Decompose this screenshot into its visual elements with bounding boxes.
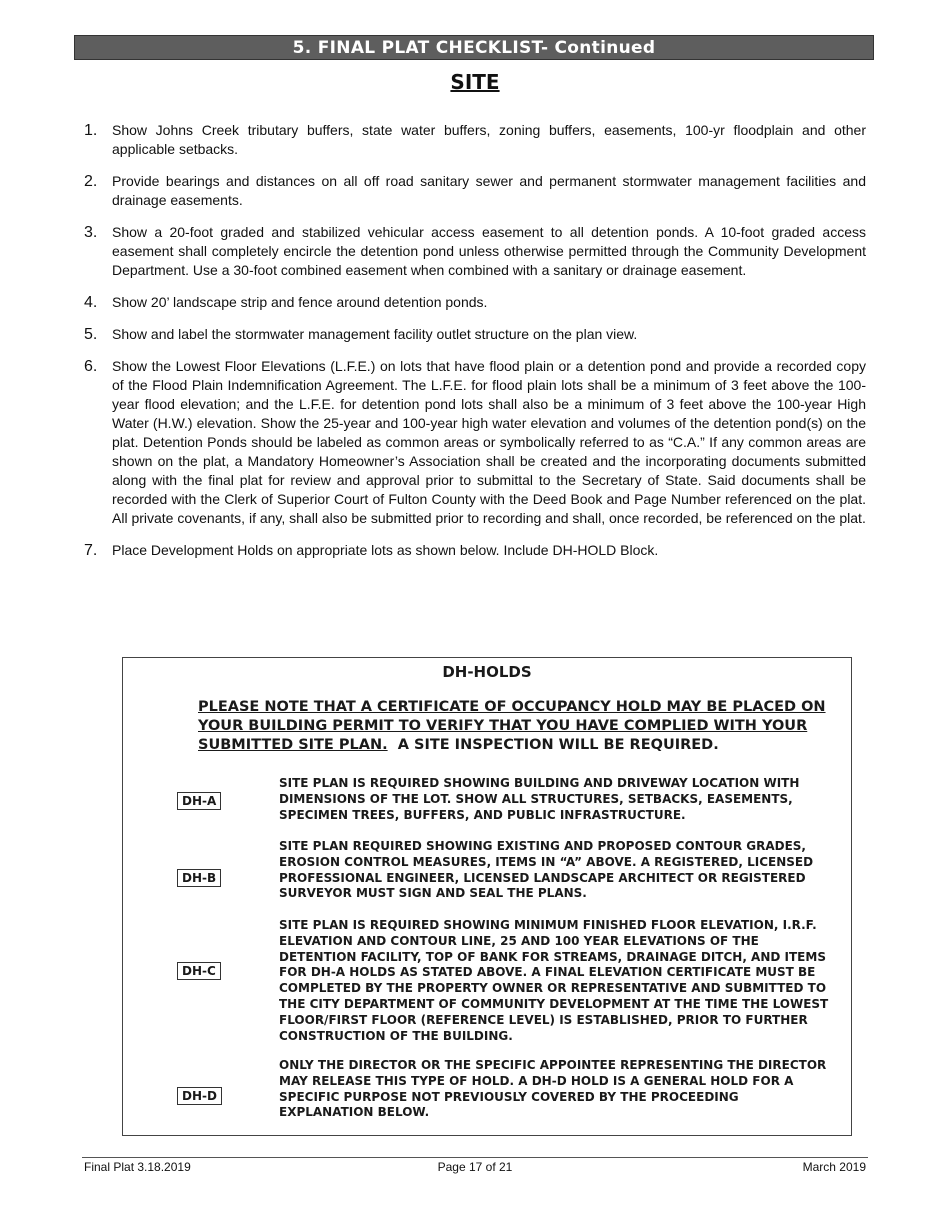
dh-holds-notice <box>198 698 838 755</box>
footer-page-number: Page 17 of 21 <box>437 1160 513 1174</box>
item-text: Provide bearings and distances on all off road sanitary sewer and permanent stormwater management facilities and drainage easements. <box>112 173 866 208</box>
item-number: 1. <box>84 122 98 139</box>
list-item <box>84 293 866 312</box>
list-item <box>84 121 866 159</box>
item-text: Place Development Holds on appropriate lots as shown below. Include DH-HOLD Block. <box>112 542 659 558</box>
checklist <box>84 121 866 573</box>
dh-b-description: SITE PLAN REQUIRED SHOWING EXISTING AND PROPOSED CONTOUR GRADES, EROSION CONTROL MEASURES, ITEMS IN “A” ABOVE. A REGISTERED, LICENSED PROFESSIONAL ENGINEER, LICENSED LANDSCAPE ARCHITECT OR REGISTERED SURVEYOR MUST SIGN AND SEAL THE PLANS. <box>279 839 814 901</box>
item-text: Show Johns Creek tributary buffers, state water buffers, zoning buffers, easements, 100-yr floodplain and other applicable setbacks. <box>112 122 866 157</box>
footer-left: Final Plat 3.18.2019 <box>84 1160 191 1174</box>
footer-divider <box>82 1157 868 1158</box>
item-number: 2. <box>84 173 98 190</box>
dh-holds-block <box>122 657 852 1136</box>
item-text: Show and label the stormwater management facility outlet structure on the plan view. <box>112 326 638 342</box>
section-header: 5. FINAL PLAT CHECKLIST- Continued <box>74 35 874 60</box>
item-number: 3. <box>84 224 98 241</box>
notice-underlined: PLEASE NOTE THAT A CERTIFICATE OF OCCUPANCY HOLD MAY BE PLACED ON YOUR BUILDING PERMIT TO VERIFY THAT YOU HAVE COMPLIED WITH YOUR SUBMITTED SITE PLAN. <box>198 699 826 753</box>
item-number: 7. <box>84 542 98 559</box>
page-title: SITE <box>450 70 500 94</box>
footer-right: March 2019 <box>802 1160 866 1174</box>
list-item <box>84 172 866 210</box>
notice-rest: A SITE INSPECTION WILL BE REQUIRED. <box>397 737 719 753</box>
dh-d-description: ONLY THE DIRECTOR OR THE SPECIFIC APPOINTEE REPRESENTING THE DIRECTOR MAY RELEASE THIS TYPE OF HOLD. A DH-D HOLD IS A GENERAL HOLD FOR A SPECIFIC PURPOSE NOT PREVIOUSLY COVERED BY THE PROCEEDING EXPLANATION BELOW. <box>279 1058 827 1120</box>
list-item <box>84 325 866 344</box>
dh-c-description: SITE PLAN IS REQUIRED SHOWING MINIMUM FINISHED FLOOR ELEVATION, I.R.F. ELEVATION AND CONTOUR LINE, 25 AND 100 YEAR ELEVATIONS OF THE DETENTION FACILITY, TOP OF BANK FOR STREAMS, DRAINAGE DITCH, AND ITEMS FOR DH-A HOLDS AS STATED ABOVE. A FINAL ELEVATION CERTIFICATE MUST BE COMPLETED BY THE PROPERTY OWNER OR REPRESENTATIVE AND SUBMITTED TO THE CITY DEPARTMENT OF COMMUNITY DEVELOPMENT AT THE TIME THE LOWEST FLOOR/FIRST FLOOR (REFERENCE LEVEL) IS ESTABLISHED, PRIOR TO FURTHER CONSTRUCTION OF THE BUILDING. <box>279 918 829 1043</box>
dh-a-code: DH-A <box>177 792 221 810</box>
dh-holds-title: DH-HOLDS <box>442 663 532 681</box>
item-number: 4. <box>84 294 98 311</box>
list-item <box>84 357 866 528</box>
item-text: Show 20’ landscape strip and fence around detention ponds. <box>112 294 488 310</box>
dh-d-code: DH-D <box>177 1087 222 1105</box>
item-number: 6. <box>84 358 98 375</box>
item-text: Show the Lowest Floor Elevations (L.F.E.) on lots that have flood plain or a detention pond and provide a recorded copy of the Flood Plain Indemnification Agreement. The L.F.E. for flood plain lots shall be a minimum of 3 feet above the 100-year flood elevation; and the L.F.E. for detention pond lots shall also be a minimum of 3 feet above the 100-year High Water (H.W.) elevation. Show the 25-year and 100-year high water elevation and volumes of the detention pond(s) on the plat. Detention Ponds should be labeled as common areas or symbolically referred to as “C.A.” If any common areas are shown on the plat, a Mandatory Homeowner’s Association shall be created and the incorporating documents submitted along with the final plat for review and approval prior to submittal to the Secretary of State. Said documents shall be recorded with the Clerk of Superior Court of Fulton County with the Deed Book and Page Number referenced on the plat. All private covenants, if any, shall also be submitted prior to recording and shall, once recorded, be referenced on the plat. <box>112 358 866 526</box>
dh-b-code: DH-B <box>177 869 221 887</box>
dh-a-description: SITE PLAN IS REQUIRED SHOWING BUILDING AND DRIVEWAY LOCATION WITH DIMENSIONS OF THE LOT. SHOW ALL STRUCTURES, SETBACKS, EASEMENTS, SPECIMEN TREES, BUFFERS, AND PUBLIC INFRASTRUCTURE. <box>279 776 800 822</box>
dh-c-code: DH-C <box>177 962 221 980</box>
item-number: 5. <box>84 326 98 343</box>
item-text: Show a 20-foot graded and stabilized vehicular access easement to all detention ponds. A 10-foot graded access easement shall completely encircle the detention pond unless otherwise permitted through the Community Development Department. Use a 30-foot combined easement when combined with a sanitary or drainage easement. <box>112 224 866 278</box>
list-item <box>84 541 866 560</box>
list-item <box>84 223 866 280</box>
